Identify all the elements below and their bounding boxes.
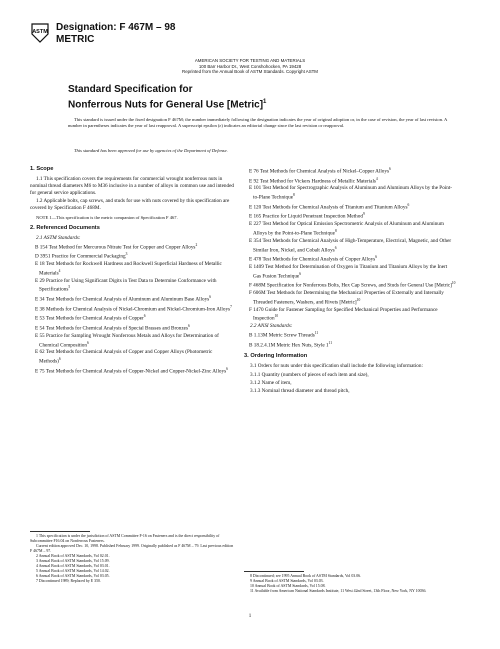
reference-text: E 29 Practice for Using Significant Digits in Test Data to Determine Conformance with Specifications [35,277,217,294]
footnote: 9 Annual Book of ASTM Standards, Vol 03.03. [250,579,324,583]
reference-text: E 165 Practice for Liquid Penetrant Inspection Method [249,214,363,221]
reference-text: E 354 Test Methods for Chemical Analysis of High-Temperature, Electrical, Magnetic, and Other Similar Iron, Nickel, and Cobalt Alloys [249,237,452,254]
note: NOTE 1—This specification is the metric companion of Specification F 467. [36,214,178,220]
reference-footnote-ref: 4 [58,268,61,273]
reference-text: E 92 Test Method for Vickers Hardness of Metallic Materials [249,178,376,185]
reference-item [30,294,235,304]
title-line-1: Standard Specification for [68,84,193,95]
section-heading-ordering-information: 3. Ordering Information [244,353,308,360]
footnote-rule [244,571,304,572]
footnote: 5 Annual Book of ASTM Standards, Vol 14.02. [36,569,110,573]
reference-text: E 54 Test Methods for Chemical Analysis of Special Brasses and Bronzes [35,325,188,332]
reference-item [30,323,235,333]
reference-footnote-ref: 3 [125,252,128,257]
list-item: 3.1.1 Quantity (numbers of pieces of each item and size), [250,371,369,378]
reference-text: E 76 Test Methods for Chemical Analysis of Nickel–Copper Alloys [249,168,390,175]
reference-item [30,366,235,376]
reference-item [244,221,456,238]
reference-text: E 53 Test Methods for Chemical Analysis of Copper [35,316,144,323]
reference-text: F 606M Test Methods for Determining the Mechanical Properties of Externally and Internally Threaded Fasteners, Washers, and Rivets [Metric] [249,290,444,306]
subsection-label: 2.1 ASTM Standards: [36,234,81,241]
footnote: 3 Annual Book of ASTM Standards, Vol 15.09. [36,559,110,563]
reference-item [244,176,456,186]
reference-item [30,333,235,350]
reference-text: B 154 Test Method for Mercurous Nitrate Test for Copper and Copper Alloys [35,244,196,251]
reference-item [244,290,456,307]
subsection-label: 2.2 ANSI Standards: [250,323,293,330]
reference-text: F 1470 Guide for Fastener Sampling for Specified Mechanical Properties and Performance Inspection [249,306,438,323]
reference-item [244,264,456,281]
reference-item [244,330,456,340]
reference-footnote-ref: 6 [187,324,190,329]
reference-footnote-ref: 6 [143,314,146,319]
reference-list [244,330,456,349]
intro-statement [68,117,458,130]
reference-footnote-ref: 11 [314,331,319,336]
reference-footnote-ref: 6 [58,357,61,362]
footnote: 1 This specification is under the jurisdiction of ASTM Committee F-16 on Fasteners and is the direct responsibility of Subcommittee F16.04 on Nonferrous Fasteners. [30,534,220,543]
paragraph: 3.1 Orders for nuts under this specification shall include the following information: [250,363,423,370]
reference-text: E 38 Methods for Chemical Analysis of Nickel-Chromium and Nickel-Chromium-Iron Alloys [35,306,231,313]
reference-text: F 468M Specification for Nonferrous Bolts, Hex Cap Screws, and Studs for General Use [Metric] [249,283,452,290]
footnote: 2 Annual Book of ASTM Standards, Vol 02.01. [36,554,110,558]
reference-footnote-ref: 9 [362,212,365,217]
footnote: 6 Annual Book of ASTM Standards, Vol 03.05. [36,574,110,578]
astm-logo-icon [30,22,50,44]
designation: Designation: F 467M – 98 [56,22,176,33]
svg-text:ASTM: ASTM [32,29,48,35]
title-line-2: Nonferrous Nuts for General Use [Metric] [68,99,264,111]
footnote: 10 Annual Book of ASTM Standards, Vol 15.08. [250,584,326,588]
list-item: 3.1.2 Name of item, [250,380,292,387]
reference-item [244,340,456,350]
reference-footnote-ref: 2 [195,242,198,247]
reference-item [244,254,456,264]
reference-text: E 101 Test Method for Spectrographic Analysis of Aluminum and Aluminum Alloys by the Point-to-Plane Technique [249,185,452,201]
section-heading-scope: 1. Scope [30,166,54,172]
reference-text: E 120 Test Methods for Chemical Analysis of Titanium and Titanium Alloys [249,204,408,211]
reference-list [244,166,456,323]
right-column [244,166,456,397]
reference-footnote-ref: 8 [293,193,295,198]
reference-footnote-ref: 6 [407,202,410,207]
org-line: Reprinted from the Annual Book of ASTM Standards. Copyright ASTM [182,69,318,74]
reference-item [244,238,456,255]
reference-text: E 18 Test Methods for Rockwell Hardness and Rockwell Superficial Hardness of Metallic Materials [35,261,222,277]
footnote: 4 Annual Book of ASTM Standards, Vol 03.01. [36,564,110,568]
reference-item [30,304,235,314]
reference-text: E 1409 Test Method for Determination of Oxygen in Titanium and Titanium Alloys by the Inert Gas Fusion Technique [249,263,448,280]
reference-footnote-ref: 6 [226,366,228,371]
reference-footnote-ref: 11 [328,340,333,345]
reference-footnote-ref: 10 [274,314,279,319]
reference-footnote-ref: 4 [375,176,378,181]
reference-item [30,251,235,261]
reference-item [30,313,235,323]
reference-item [244,202,456,212]
reference-item [244,211,456,221]
reference-text: E 478 Test Methods for Chemical Analysis of Copper Alloys [249,256,376,263]
reference-item [244,307,456,324]
reference-text: E 227 Test Method for Optical Emission Spectrometric Analysis of Aluminum and Aluminum Alloys by the Point-to-Plane Technique [249,221,444,237]
reference-text: E 75 Test Methods for Chemical Analysis of Copper-Nickel and Copper-Nickel-Zinc Alloys [35,368,227,375]
document-title [68,84,266,111]
reference-item [244,166,456,176]
org-line: 100 Barr Harbor Dr., West Conshohocken, PA 19428 [198,63,302,69]
reference-footnote-ref: 6 [299,271,302,276]
reference-text: B 18.2.4.1M Metric Hex Nuts, Style 1 [249,342,329,349]
reference-footnote-ref: 6 [209,295,211,300]
reference-footnote-ref: 10 [356,297,361,302]
designation-block [56,22,175,46]
footnote-rule [30,531,90,532]
page-number: 1 [248,614,252,619]
reference-text: E 55 Practice for Sampling Wrought Nonferrous Metals and Alloys for Determination of Chemical Composition [35,332,219,349]
footnote: Current edition approved Dec. 10, 1998. Published February 1999. Originally published as F 467M – 79. Last previous edition F 467M – 97. [30,544,234,553]
footnotes-right [244,574,456,594]
metric-label: METRIC [56,34,95,45]
left-column [30,166,235,375]
footnotes-left [30,534,235,584]
reference-item [30,349,235,366]
intro-text: This standard is issued under the fixed designation F 467M; the number immediately following the designation indicates the year of original adoption or, in the case of revision, the year of last revision. A number in parentheses indicates the year of last reapproval. A superscript epsilon (ε) indicates an editorial change since the last revision or reapproval. [68,117,448,129]
reference-footnote-ref: 7 [230,304,232,309]
paragraph: 1.1 This specification covers the requirements for commercial wrought nonferrous nuts in nominal thread diameters M6 to M36 inclusive in a number of alloys in common use and intended for general service applications. [30,175,234,196]
reference-item [30,278,235,295]
footnote: 8 Discontinued; see 1995 Annual Book of ASTM Standards, Vol 03.06. [250,574,362,578]
reference-item [244,185,456,202]
reference-footnote-ref: 5 [68,285,71,290]
reference-footnote-ref: 8 [334,229,337,234]
reference-text: E 34 Test Methods for Chemical Analysis of Aluminum and Aluminum Base Alloys [35,296,210,303]
reference-footnote-ref: 6 [86,340,89,345]
reference-footnote-ref: 10 [451,281,456,286]
title-footnote-ref: 1 [263,99,267,105]
org-line: AMERICAN SOCIETY FOR TESTING AND MATERIALS [194,58,306,63]
section-heading-referenced-documents: 2. Referenced Documents [30,224,100,231]
approval-statement: This standard has been approved for use by agencies of the Department of Defense. [74,148,228,153]
paragraph: 1.2 Applicable bolts, cap screws, and studs for use with nuts covered by this specification are covered by Specification F 468M. [30,198,230,212]
reference-footnote-ref: 6 [389,167,391,171]
list-item: 3.1.3 Nominal thread diameter and thread pitch, [250,388,350,395]
footnote: 7 Discontinued 1989; Replaced by E 350. [36,579,101,583]
reference-item [30,242,235,252]
reference-item [30,261,235,278]
reference-footnote-ref: 6 [334,245,337,250]
reference-text: D 3951 Practice for Commercial Packaging [35,254,126,261]
reference-text: E 62 Test Methods for Chemical Analysis of Copper and Copper Alloys (Photometric Methods) [35,349,213,365]
reference-list [30,242,235,376]
footnote: 11 Available from American National Standards Institute, 11 West 42nd Street, 13th Floor, New York, NY 10036. [250,589,427,593]
reference-text: B 1.13M Metric Screw Threads [249,332,315,339]
reference-item [244,280,456,290]
reference-footnote-ref: 6 [375,255,377,260]
organization-block [0,58,500,75]
